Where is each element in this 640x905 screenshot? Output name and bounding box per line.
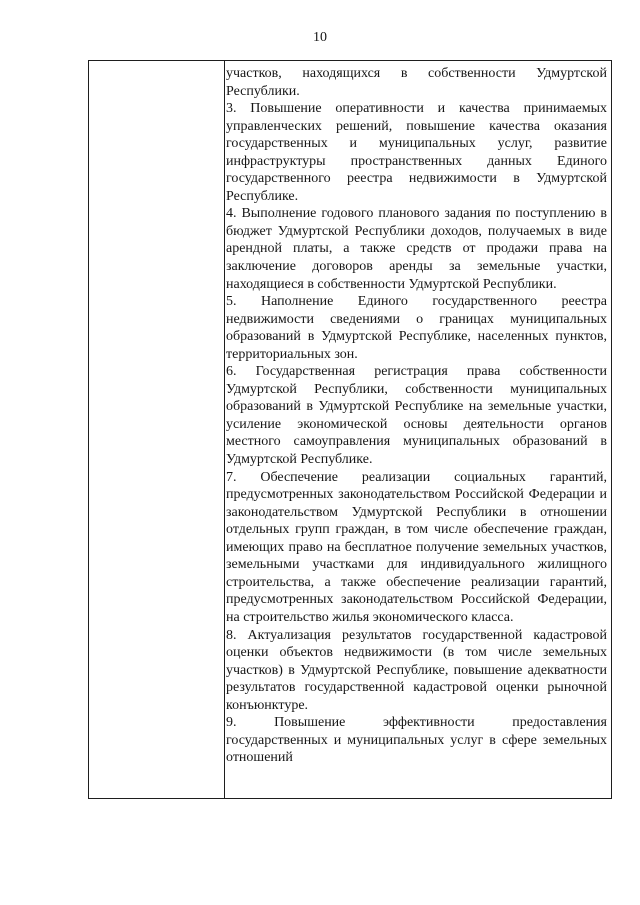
table-left-cell (89, 61, 225, 798)
list-item: 9. Повышение эффективности предоставления государственных и муниципальных услуг в сфере земельных отношений (226, 715, 607, 766)
page-number: 10 (313, 30, 327, 45)
list-item: 4. Выполнение годового планового задания по поступлению в бюджет Удмуртской Республики доходов, получаемых в виде арендной платы, а также средств от продажи права на заключение договоров аренды за земельные участки, находящиеся в собственности Удмуртской Республики. (226, 206, 607, 292)
list-item: участков, находящихся в собственности Удмуртской Республики. (226, 66, 607, 99)
document-table (88, 60, 612, 799)
list-item: 6. Государственная регистрация права собственности Удмуртской Республики, собственности муниципальных образований в Удмуртской Республике на земельные участки, усиление экономической основы деятельности органов местного самоуправления муниципальных образований в Удмуртской Республике. (226, 364, 607, 468)
list-item: 5. Наполнение Единого государственного реестра недвижимости сведениями о границах муниципальных образований в Удмуртской Республике, населенных пунктов, территориальных зон. (226, 294, 607, 362)
list-item: 7. Обеспечение реализации социальных гарантий, предусмотренных законодательством Российской Федерации и законодательством Удмуртской Республики в отношении отдельных групп граждан, в том числе обеспечение граждан, имеющих право на бесплатное получение земельных участков, земельными участками для индивидуального жилищного строительства, а также обеспечение реализации гарантий, предусмотренных законодательством Российской Федерации, на строительство жилья экономического класса. (226, 469, 607, 625)
table-right-cell (226, 65, 607, 767)
list-item: 3. Повышение оперативности и качества принимаемых управленческих решений, повышение качества оказания государственных и муниципальных услуг, развитие инфраструктуры пространственных данных Единого государственного реестра недвижимости в Удмуртской Республике. (226, 101, 607, 204)
list-item: 8. Актуализация результатов государственной кадастровой оценки объектов недвижимости (в том числе земельных участков) в Удмуртской Республике, повышение адекватности результатов государственной кадастровой оценки рыночной конъюнктуре. (226, 627, 607, 713)
